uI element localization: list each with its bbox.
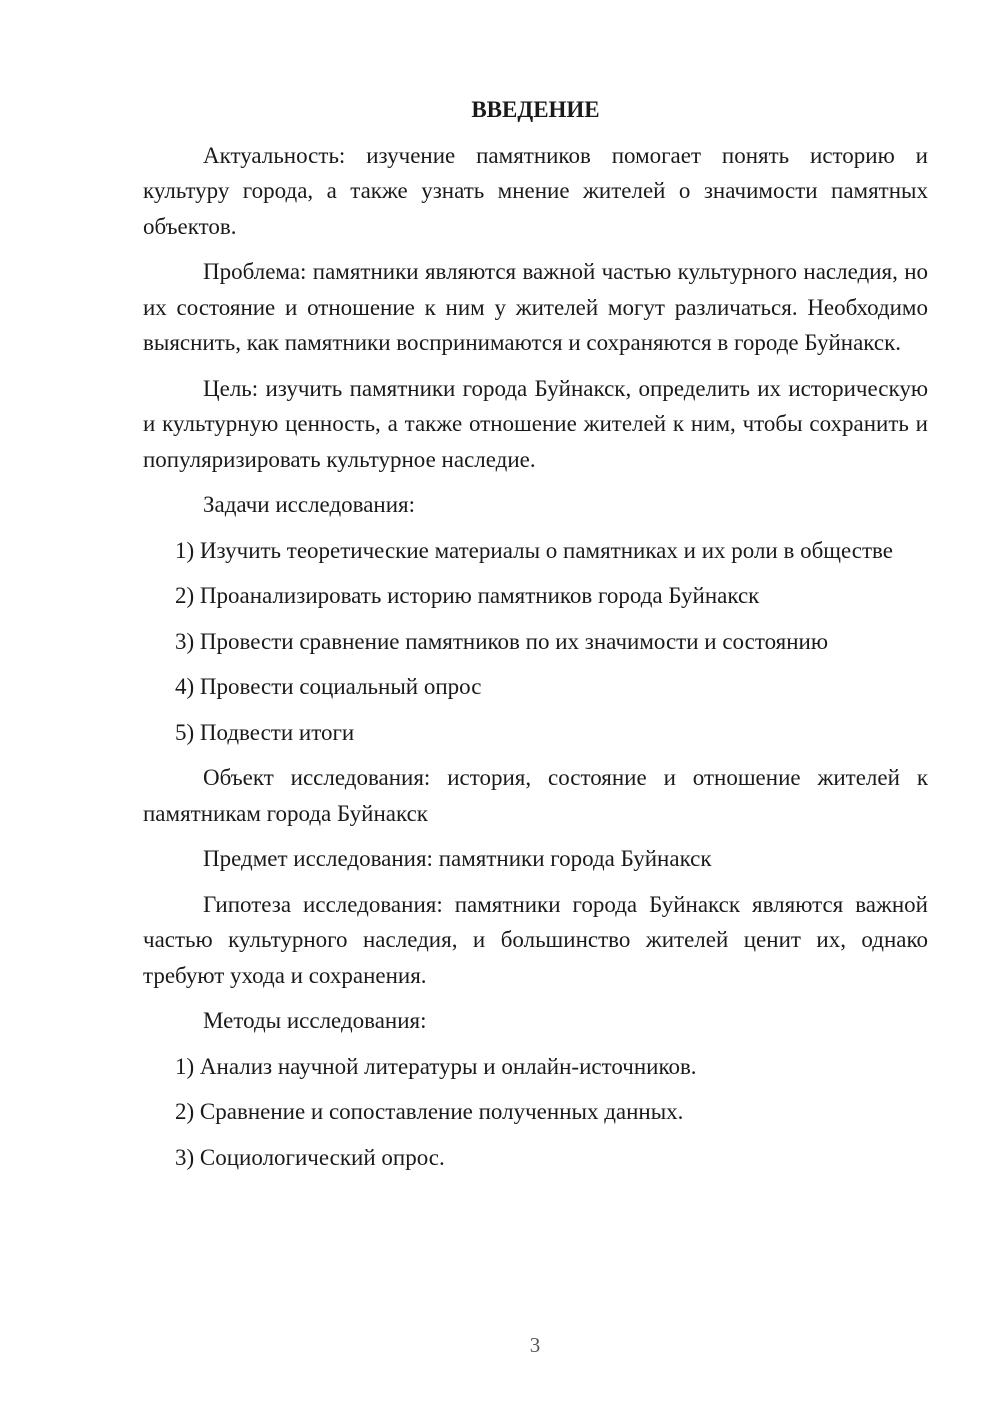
methods-heading: Методы исследования: [203,1008,427,1033]
page-number: 3 [529,1333,541,1357]
document-page [143,92,928,1185]
task-item: 1) Изучить теоретические материалы о памятниках и их роли в обществе [175,537,893,563]
task-item: 2) Проанализировать историю памятников города Буйнакск [175,583,760,608]
tasks-heading: Задачи исследования: [203,492,416,517]
task-item: 5) Подвести итоги [175,719,355,745]
method-item: 3) Социологический опрос. [175,1144,445,1170]
relevance-paragraph: Актуальность: изучение памятников помогает понять историю и культуру города, а также узнать мнение жителей о значимости памятных объектов. [143,142,928,239]
task-item: 4) Провести социальный опрос [175,674,482,699]
goal-paragraph: Цель: изучить памятники города Буйнакск, определить их историческую и культурную ценность, а также отношение жителей к ним, чтобы сохранить и популяризировать культурное наследие. [143,375,928,472]
hypothesis-paragraph: Гипотеза исследования: памятники города Буйнакск являются важной частью культурного наследия, и большинство жителей ценит их, однако требуют ухода и сохранения. [143,891,928,988]
problem-paragraph: Проблема: памятники являются важной частью культурного наследия, но их состояние и отношение к ним у жителей могут различаться. Необходимо выяснить, как памятники воспринимаются и сохраняются в городе Буйнакск. [143,259,928,355]
subject-paragraph: Предмет исследования: памятники города Буйнакск [203,846,712,871]
object-paragraph: Объект исследования: история, состояние и отношение жителей к памятникам города Буйнакск [143,765,928,826]
page-title: ВВЕДЕНИЕ [471,97,600,122]
task-item: 3) Провести сравнение памятников по их значимости и состоянию [175,628,829,654]
method-item: 2) Сравнение и сопоставление полученных данных. [175,1099,684,1124]
method-item: 1) Анализ научной литературы и онлайн-источников. [175,1053,697,1079]
